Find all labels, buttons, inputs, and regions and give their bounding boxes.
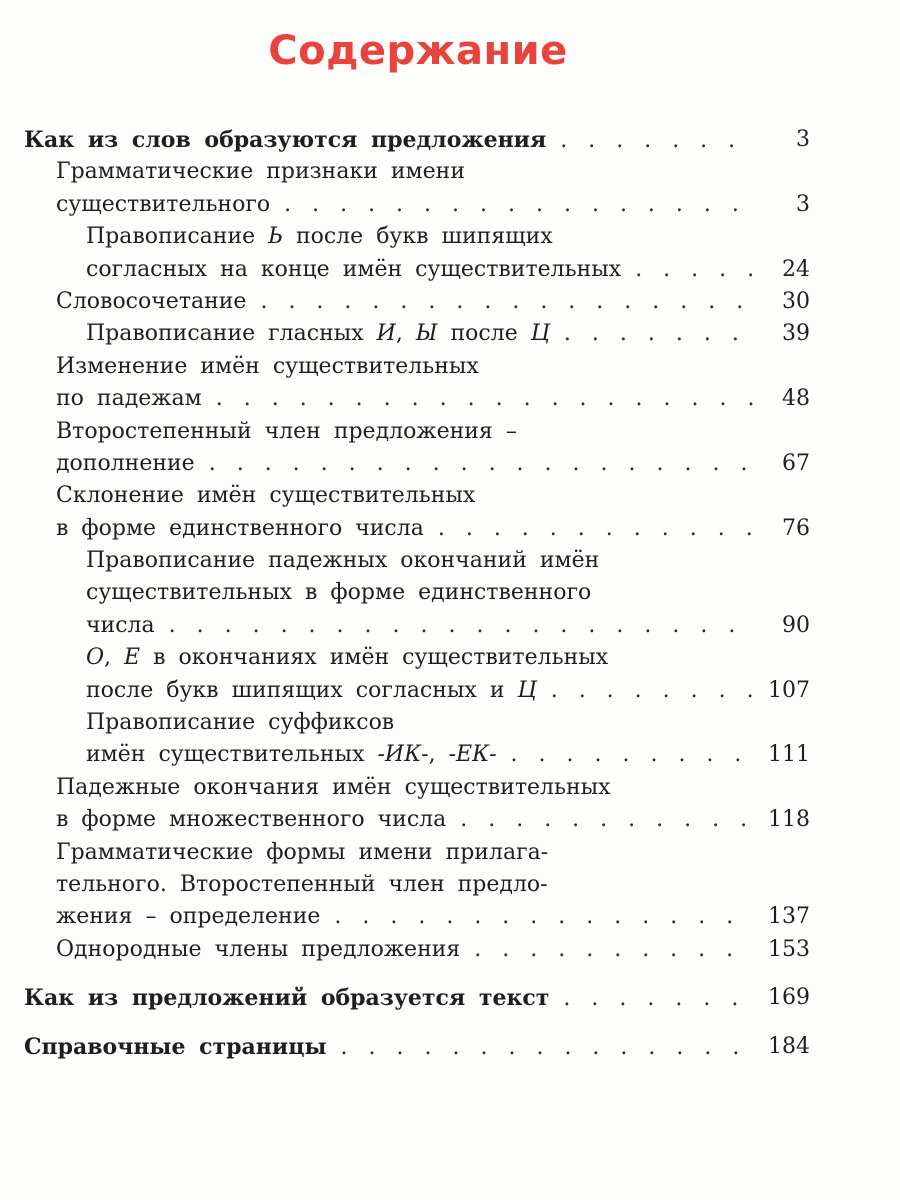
toc-entry-text: Второстепенный член предложения – [56,418,517,444]
toc-entry-text: в форме единственного числа [56,515,424,541]
toc-entry [0,982,900,1014]
toc-entry-text: Грамматические формы имени прилага- [56,839,549,865]
toc-entry [0,286,900,318]
dot-leader [209,448,754,480]
dot-leader [563,983,754,1015]
toc-entry-text: существительных в форме единственного [86,580,592,606]
toc-page-number: 184 [768,1033,810,1059]
toc-page-number: 3 [796,191,810,217]
dot-leader [560,125,754,157]
toc-entry-text: Склонение имён существительных [56,483,476,509]
dot-leader [438,513,754,545]
toc-page-number: 118 [768,807,810,833]
dot-leader [260,286,754,318]
toc-page-number: 169 [768,985,810,1011]
toc-page-number: 24 [782,256,810,282]
toc-entry [0,934,900,966]
toc-entry [0,1031,900,1063]
toc-entry [0,416,900,481]
toc-entry-text: Падежные окончания имён существительных [56,774,611,800]
toc-page-number: 90 [782,612,810,638]
toc-entry-text: по падежам [56,386,202,412]
dot-leader [564,318,754,350]
toc-entry-text: согласных на конце имён существительных [86,256,622,282]
toc-entry-text: О, Е в окончаниях имён существительных [86,645,609,671]
toc-entry-text: в форме множественного числа [56,807,447,833]
toc-page-number: 39 [782,321,810,347]
toc-page-number: 76 [782,515,810,541]
toc-entry-text: Справочные страницы [24,1033,327,1060]
toc-entry-text: Правописание Ь после букв шипящих [86,224,553,250]
toc-entry-text: Правописание гласных И, Ы после Ц [86,321,550,347]
toc-page-number: 3 [796,126,810,152]
toc-entry-text: Как из слов образуются предложения [24,127,547,153]
toc-entry-text: тельного. Второстепенный член предло- [56,871,548,897]
table-of-contents [0,124,900,1063]
toc-entry-text: Изменение имён существительных [56,353,479,379]
dot-leader [635,254,754,286]
toc-entry-text: Однородные члены предложения [56,936,461,962]
toc-entry-text: после букв шипящих согласных и Ц [86,677,537,703]
dot-leader [474,934,754,966]
toc-entry [0,545,900,642]
toc-page-number: 48 [782,386,810,412]
toc-page-number: 67 [782,450,810,476]
toc-entry-text: Словосочетание [56,288,247,314]
toc-entry [0,772,900,837]
toc-entry-text: Правописание суффиксов [86,710,395,736]
toc-entry [0,351,900,416]
dot-leader [169,610,754,642]
page-title: Содержание [268,28,568,74]
dot-leader [216,383,754,415]
toc-page-number: 111 [768,742,810,768]
toc-entry-text: числа [86,612,155,638]
toc-entry [0,837,900,934]
toc-entry-text: Правописание падежных окончаний имён [86,548,600,574]
toc-page-number: 107 [768,677,810,703]
toc-page-number: 137 [768,904,810,930]
toc-entry-text: имён существительных -ИК-, -ЕК- [86,742,497,768]
toc-entry-text: существительного [56,191,271,217]
toc-entry-text: жения – определение [56,904,321,930]
toc-entry [0,707,900,772]
toc-entry [0,156,900,221]
toc-entry-text: Как из предложений образуется текст [24,985,550,1012]
toc-page-number: 30 [782,288,810,314]
toc-entry [0,642,900,707]
dot-leader [341,1032,754,1064]
toc-page-number: 153 [768,936,810,962]
dot-leader [284,189,754,221]
dot-leader [460,804,754,836]
toc-entry [0,221,900,286]
toc-entry [0,318,900,350]
dot-leader [334,901,754,933]
toc-entry [0,480,900,545]
toc-entry [0,124,900,156]
dot-leader [511,739,754,771]
dot-leader [551,675,754,707]
toc-entry-text: Грамматические признаки имени [56,159,465,185]
toc-entry-text: дополнение [56,450,195,476]
